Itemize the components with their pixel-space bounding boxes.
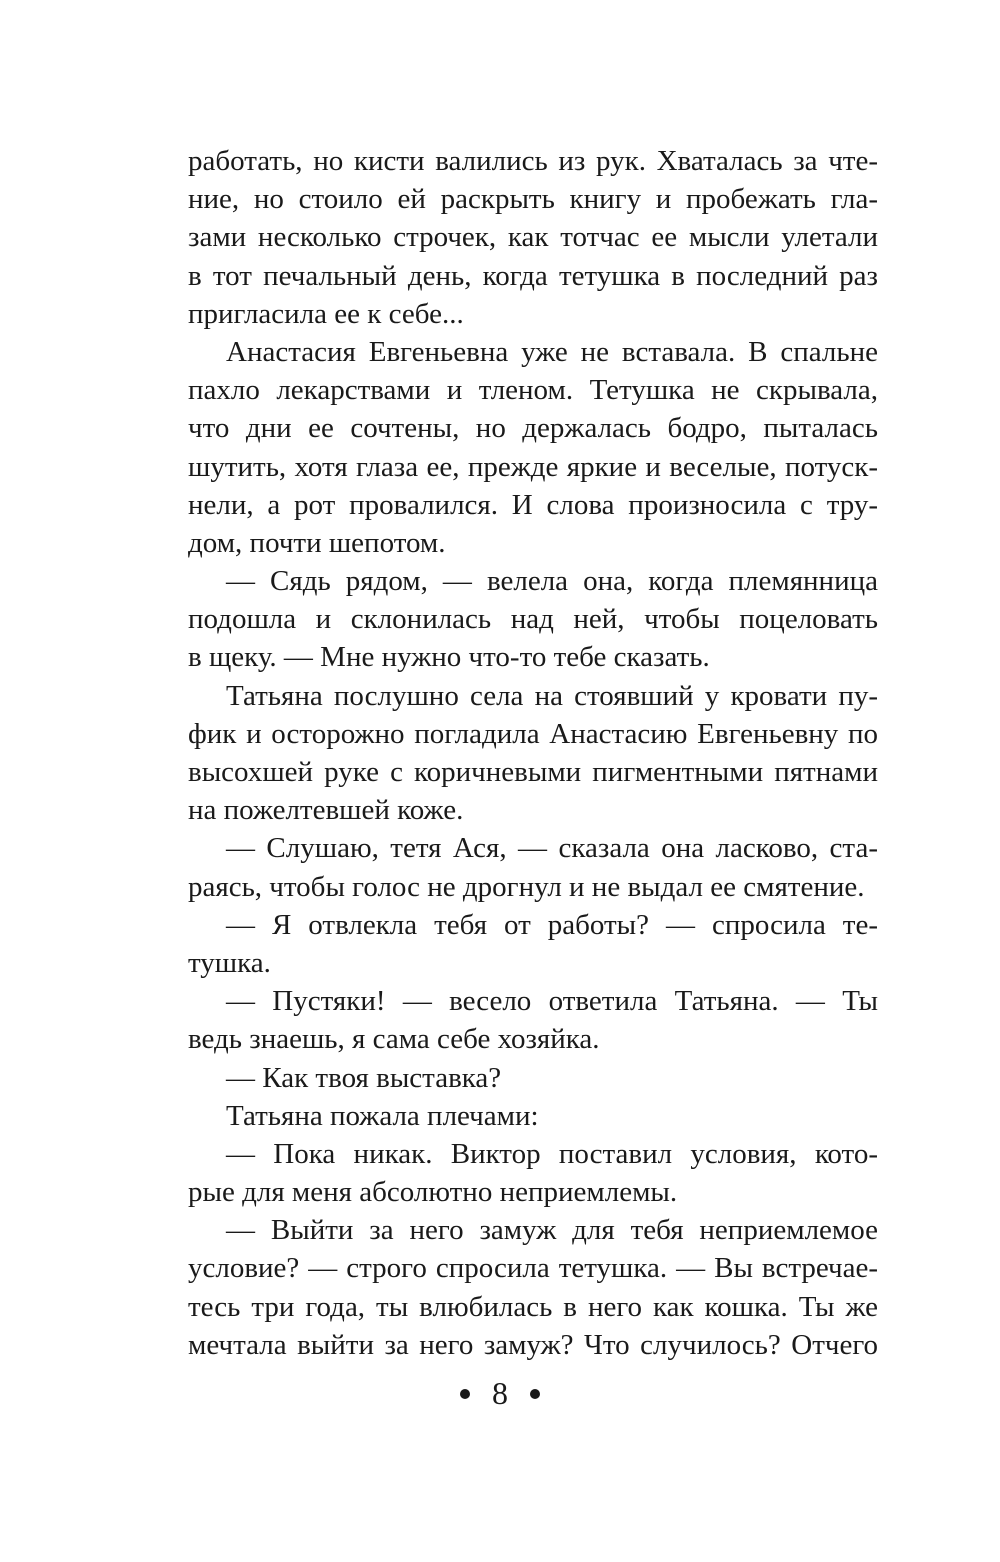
text-line: шутить, хотя глаза ее, прежде яркие и веселые, потуск- (188, 450, 878, 483)
text-line: — Выйти за него замуж для тебя неприемлемое (226, 1214, 878, 1247)
text-line: дом, почти шепотом. (188, 526, 446, 559)
text-line: подошла и склонилась над ней, чтобы поцеловать (188, 603, 878, 636)
bullet-left-icon (460, 1389, 470, 1399)
text-line: тесь три года, ты влюбилась в него как кошка. Ты же (188, 1290, 878, 1323)
text-line: ние, но стоило ей раскрыть книгу и пробежать гла- (188, 183, 878, 216)
text-line: пригласила ее к себе... (188, 297, 464, 330)
text-line: высохшей руке с коричневыми пигментными пятнами (188, 756, 878, 788)
text-line: — Слушаю, тетя Ася, — сказала она ласково, ста- (226, 832, 878, 865)
body-text (188, 142, 878, 1364)
text-line: Татьяна послушно села на стоявший у кровати пу- (226, 679, 878, 712)
text-line: ведь знаешь, я сама себе хозяйка. (188, 1023, 600, 1056)
page-number-footer (0, 1372, 1000, 1412)
text-line: Татьяна пожала плечами: (226, 1099, 539, 1132)
text-line: — Пустяки! — весело ответила Татьяна. — Ты (226, 985, 878, 1018)
text-line: условие? — строго спросила тетушка. — Вы встречае- (188, 1252, 878, 1285)
text-line: в щеку. — Мне нужно что-то тебе сказать. (188, 641, 710, 674)
text-line: что дни ее сочтены, но держалась бодро, пыталась (188, 412, 878, 445)
text-line: пахло лекарствами и тленом. Тетушка не скрывала, (188, 374, 878, 407)
page-number: 8 (492, 1375, 508, 1412)
text-line: фик и осторожно погладила Анастасию Евгеньевну по (188, 717, 878, 750)
text-line: работать, но кисти валились из рук. Хваталась за чте- (188, 145, 878, 177)
text-line: мечтала выйти за него замуж? Что случилось? Отчего (188, 1328, 878, 1361)
text-line: — Я отвлекла тебя от работы? — спросила те- (226, 908, 878, 941)
text-line: в тот печальный день, когда тетушка в последний раз (188, 259, 878, 292)
text-line: зами несколько строчек, как тотчас ее мысли улетали (188, 221, 878, 254)
text-line: на пожелтевшей коже. (188, 794, 464, 827)
text-line: рые для меня абсолютно неприемлемы. (188, 1176, 678, 1209)
text-line: — Сядь рядом, — велела она, когда племянница (226, 565, 878, 598)
text-line: — Пока никак. Виктор поставил условия, кото- (226, 1137, 878, 1170)
text-line: Анастасия Евгеньевна уже не вставала. В спальне (226, 335, 878, 368)
text-line: тушка. (188, 946, 271, 979)
text-line: нели, а рот провалился. И слова произносила с тру- (188, 488, 878, 521)
bullet-right-icon (530, 1389, 540, 1399)
text-line: раясь, чтобы голос не дрогнул и не выдал ее смятение. (188, 870, 865, 903)
text-line: — Как твоя выставка? (226, 1061, 502, 1094)
